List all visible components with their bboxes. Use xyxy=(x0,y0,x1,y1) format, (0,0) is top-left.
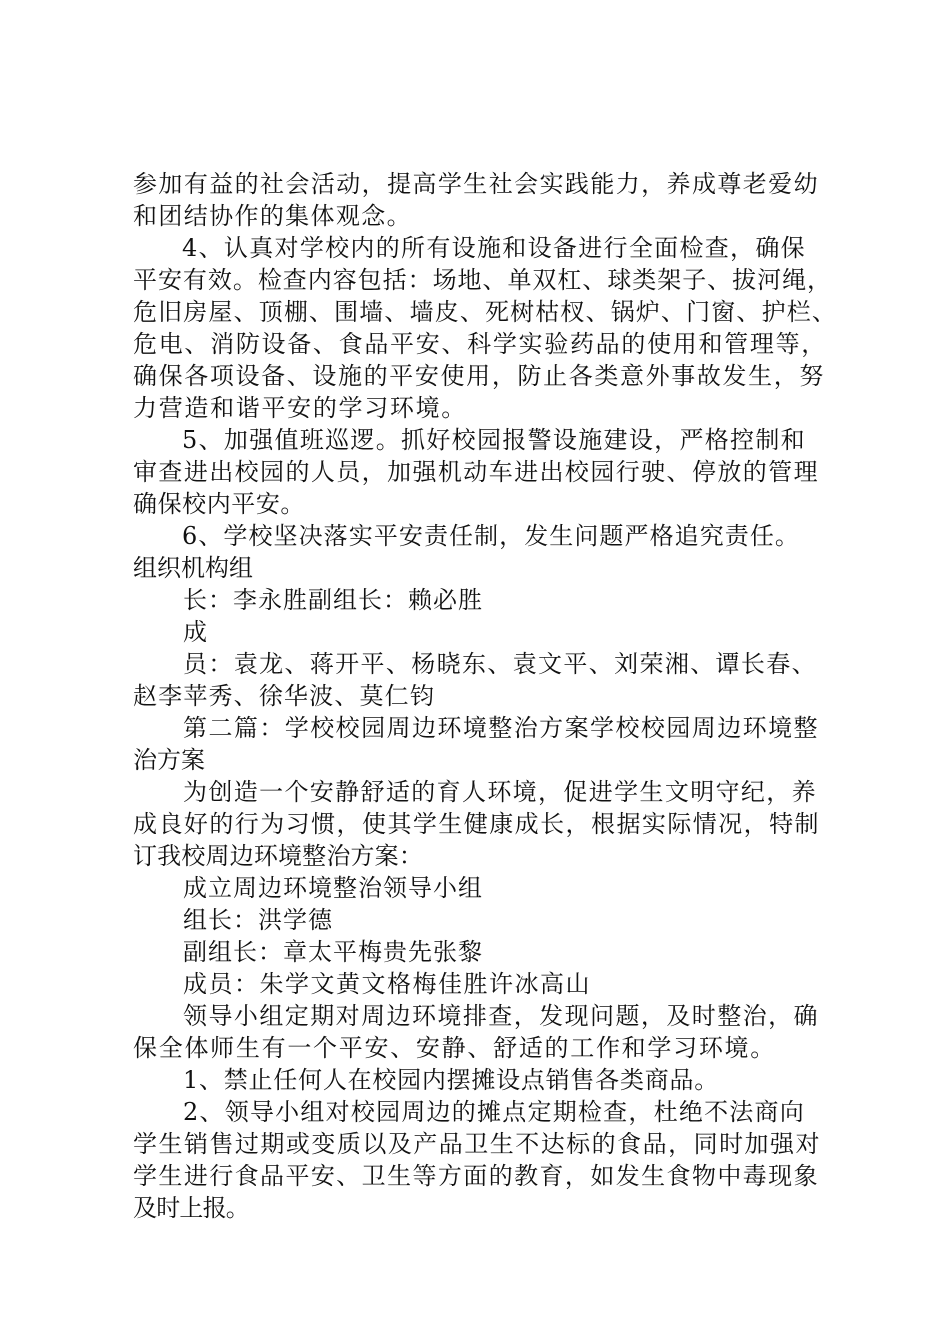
text-line: 成立周边环境整治领导小组 xyxy=(183,874,483,902)
text-line: 组织机构组 xyxy=(133,554,253,582)
text-line: 力营造和谐平安的学习环境。 xyxy=(133,394,467,422)
text-line: 4、认真对学校内的所有设施和设备进行全面检查，确保 xyxy=(182,234,806,262)
text-line: 学生进行食品平安、卫生等方面的教育，如发生食物中毒现象 xyxy=(133,1162,819,1190)
text-line: 成 xyxy=(183,618,207,646)
text-line: 危旧房屋、顶棚、围墙、墙皮、死树枯杈、锅炉、门窗、护栏、 xyxy=(133,298,837,326)
text-line: 领导小组定期对周边环境排查，发现问题，及时整治，确 xyxy=(183,1002,819,1030)
text-line: 和团结协作的集体观念。 xyxy=(133,202,412,230)
text-line: 审查进出校园的人员，加强机动车进出校园行驶、停放的管理 xyxy=(133,458,819,486)
text-line: 保全体师生有一个平安、安静、舒适的工作和学习环境。 xyxy=(133,1034,776,1062)
text-line: 参加有益的社会活动，提高学生社会实践能力，养成尊老爱幼 xyxy=(133,170,819,198)
text-line: 学生销售过期或变质以及产品卫生不达标的食品，同时加强对 xyxy=(133,1130,821,1158)
text-line: 危电、消防设备、食品平安、科学实验药品的使用和管理等， xyxy=(133,330,827,358)
text-line: 确保校内平安。 xyxy=(133,490,305,518)
text-line: 为创造一个安静舒适的育人环境，促进学生文明守纪，养 xyxy=(183,778,817,806)
text-line: 赵李苹秀、徐华波、莫仁钧 xyxy=(133,682,435,710)
text-line: 及时上报。 xyxy=(133,1194,249,1222)
text-line: 长：李永胜副组长：赖必胜 xyxy=(183,586,483,614)
text-line: 订我校周边环境整治方案： xyxy=(133,842,423,870)
text-line: 成良好的行为习惯，使其学生健康成长，根据实际情况，特制 xyxy=(133,810,820,838)
text-line: 员：袁龙、蒋开平、杨晓东、袁文平、刘荣湘、谭长春、 xyxy=(183,650,817,678)
text-line: 2、领导小组对校园周边的摊点定期检查，杜绝不法商向 xyxy=(183,1098,805,1126)
text-line: 治方案 xyxy=(133,746,205,774)
text-line: 1、禁止任何人在校园内摆摊设点销售各类商品。 xyxy=(183,1066,719,1094)
text-line: 平安有效。检查内容包括：场地、单双杠、球类架子、拔河绳， xyxy=(133,266,832,294)
text-line: 确保各项设备、设施的平安使用，防止各类意外事故发生，努 xyxy=(133,362,825,390)
text-line: 成员：朱学文黄文格梅佳胜许冰高山 xyxy=(183,970,591,998)
text-line: 第二篇：学校校园周边环境整治方案学校校园周边环境整 xyxy=(183,714,819,742)
text-line: 5、加强值班巡逻。抓好校园报警设施建设，严格控制和 xyxy=(182,426,806,454)
text-line: 副组长：章太平梅贵先张黎 xyxy=(183,938,483,966)
text-line: 6、学校坚决落实平安责任制，发生问题严格追究责任。 xyxy=(182,522,800,550)
text-line: 组长：洪学德 xyxy=(183,906,333,934)
